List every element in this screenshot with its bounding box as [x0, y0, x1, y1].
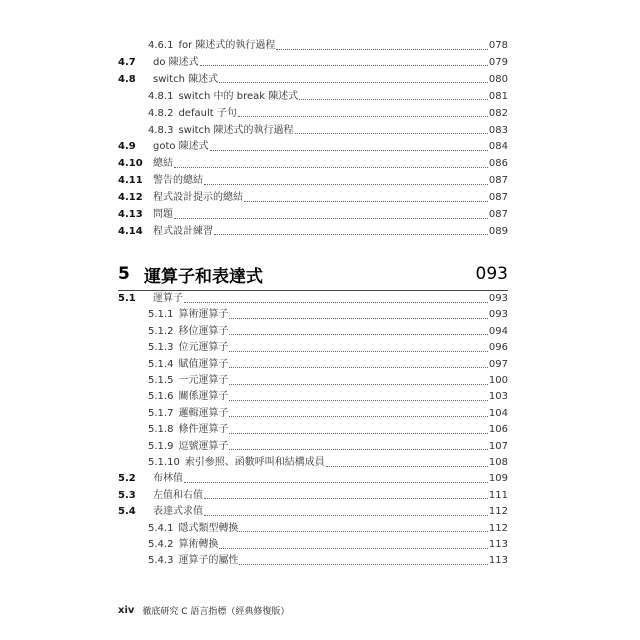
toc-entry-title-wrap — [118, 89, 298, 105]
toc-entry-title: 邏輯運算子 — [178, 407, 229, 419]
toc-entry-title: 隱式類型轉換 — [178, 522, 239, 534]
toc-entry-number: 5.1 — [118, 293, 136, 304]
toc-entry-title: 移位運算子 — [178, 325, 229, 337]
toc-entry-title-wrap — [148, 504, 203, 520]
chapter-title: 運算子和表達式 — [144, 266, 263, 287]
toc-entry-page: 106 — [488, 424, 508, 436]
toc-entry-page: 086 — [488, 158, 508, 170]
toc-entry-number: 4.12 — [118, 192, 143, 204]
toc-entry-title: 位元運算子 — [178, 342, 229, 354]
toc-entry[interactable] — [118, 406, 508, 422]
toc-entry-title-wrap — [148, 488, 203, 504]
toc-entry-title: for 陳述式的執行過程 — [178, 40, 276, 51]
toc-entry[interactable] — [118, 72, 508, 88]
toc-entry-title: 運算子 — [153, 293, 183, 304]
toc-entry-title: 算術運算子 — [178, 309, 229, 321]
toc-entry-number: 5.2 — [118, 473, 136, 485]
toc-entry-subnumber: 5.1.6 — [148, 391, 174, 403]
toc-entry-page: 093 — [488, 309, 508, 321]
dot-leader — [174, 167, 488, 168]
toc-entry-subnumber: 4.8.1 — [148, 90, 174, 102]
toc-entry[interactable] — [118, 224, 508, 240]
toc-entry-title-wrap — [118, 521, 238, 537]
toc-entry[interactable] — [118, 439, 508, 455]
toc-entry-title-wrap — [118, 455, 325, 471]
toc-entry-title-wrap — [148, 55, 199, 71]
toc-entry-title: 算術轉換 — [178, 539, 219, 550]
toc-entry-page: 104 — [488, 407, 508, 419]
toc-entry-page: 097 — [488, 358, 508, 370]
toc-entry[interactable] — [118, 307, 508, 323]
toc-entry[interactable] — [118, 521, 508, 537]
toc-entry-page: 093 — [488, 293, 508, 304]
dot-leader — [214, 234, 488, 235]
toc-entry[interactable] — [118, 38, 508, 54]
chapter-heading — [118, 262, 508, 286]
toc-entry-page: 111 — [488, 489, 508, 501]
toc-entry-page: 083 — [488, 124, 508, 136]
toc-entry-title-wrap — [148, 207, 173, 223]
toc-entry-subnumber: 5.1.5 — [148, 375, 174, 386]
toc-entry-page: 080 — [488, 73, 508, 85]
toc-entry-subnumber: 5.1.8 — [148, 424, 174, 436]
toc-entry-title: goto 陳述式 — [153, 141, 209, 153]
toc-entry-title: do 陳述式 — [153, 56, 199, 68]
toc-entry-title: switch 陳述式的執行過程 — [178, 124, 294, 136]
toc-entry-subnumber: 5.1.2 — [148, 325, 174, 337]
toc-entry-number: 4.13 — [118, 209, 143, 220]
toc-entry-page: 109 — [488, 473, 508, 485]
toc-entry-title-wrap — [148, 190, 243, 206]
dot-leader — [229, 318, 487, 319]
toc-entry-title-wrap — [118, 123, 294, 139]
toc-entry-page: 112 — [488, 522, 508, 534]
toc-entry-title: 索引參照、函數呼叫和結構成員 — [184, 457, 325, 468]
chapter-page: 093 — [475, 264, 508, 284]
toc-entry-title-wrap — [118, 439, 228, 455]
toc-entry-title-wrap — [148, 156, 173, 172]
toc-entry-page: 107 — [488, 440, 508, 452]
toc-entry[interactable] — [118, 537, 508, 553]
toc-entry-subnumber: 5.1.4 — [148, 358, 174, 370]
toc-entry-title: 賦值運算子 — [178, 358, 229, 370]
toc-entry[interactable] — [118, 55, 508, 71]
toc-entry-subnumber: 5.4.3 — [148, 555, 174, 567]
dot-leader — [204, 184, 488, 185]
dot-leader — [299, 99, 488, 100]
toc-entry-subnumber: 4.6.1 — [148, 40, 174, 51]
toc-entry-page: 112 — [488, 506, 508, 518]
toc-entry[interactable] — [118, 123, 508, 139]
toc-entry-title-wrap — [148, 224, 213, 240]
dot-leader — [229, 384, 487, 385]
toc-entry-subnumber: 5.4.1 — [148, 522, 174, 534]
toc-entry-page: 103 — [488, 391, 508, 403]
toc-entry-number: 4.9 — [118, 141, 136, 153]
toc-entry-title: 關係運算子 — [178, 391, 229, 403]
toc-entry-subnumber: 5.1.3 — [148, 342, 174, 354]
toc-entry-title-wrap — [118, 373, 228, 389]
toc-entry[interactable] — [118, 207, 508, 223]
dot-leader — [229, 367, 487, 368]
toc-entry[interactable] — [118, 173, 508, 189]
toc-entry-title-wrap — [148, 173, 203, 189]
dot-leader — [229, 433, 487, 434]
dot-leader — [239, 531, 487, 532]
dot-leader — [219, 82, 488, 83]
toc-entry-title-wrap — [118, 106, 237, 122]
toc-entry-subnumber: 4.8.2 — [148, 107, 174, 119]
page-footer — [118, 604, 289, 617]
toc-entry-title: switch 中的 break 陳述式 — [178, 90, 299, 102]
toc-entry-page: 100 — [488, 375, 508, 386]
dot-leader — [174, 218, 488, 219]
dot-leader — [229, 400, 487, 401]
toc-entry-title: 運算子的屬性 — [178, 555, 239, 567]
dot-leader — [229, 416, 487, 417]
toc-entry-number: 4.10 — [118, 158, 143, 170]
toc-entry-title-wrap — [118, 537, 218, 553]
toc-entry-title: 問題 — [153, 209, 173, 220]
toc-entry-page: 087 — [488, 209, 508, 220]
chapter-number: 5 — [118, 264, 130, 284]
toc-entry-page: 113 — [488, 555, 508, 567]
dot-leader — [229, 351, 487, 352]
toc-entry-title: 布林值 — [153, 473, 183, 485]
toc-entry[interactable] — [118, 291, 508, 307]
dot-leader — [184, 302, 488, 303]
toc-entry-title-wrap — [148, 139, 209, 155]
toc-entry-subnumber: 5.1.7 — [148, 407, 174, 419]
toc-entry-page: 078 — [488, 40, 508, 51]
toc-entry-number: 4.14 — [118, 225, 143, 237]
book-title: 徹底研究 C 語言指標（經典修復版） — [142, 607, 290, 617]
toc-entry-title-wrap — [118, 324, 228, 340]
toc-entry-title-wrap — [148, 291, 183, 307]
toc-entry-page: 113 — [488, 539, 508, 550]
toc-entry[interactable] — [118, 455, 508, 471]
dot-leader — [210, 150, 488, 151]
toc-entry-page: 081 — [488, 90, 508, 102]
toc-entry-title: 程式設計提示的總結 — [153, 192, 243, 204]
toc-entry-title-wrap — [118, 422, 228, 438]
toc-entry[interactable] — [118, 553, 508, 569]
toc-entry-title-wrap — [118, 406, 228, 422]
toc-entry-page: 087 — [488, 175, 508, 187]
toc-entry-title-wrap — [118, 38, 275, 54]
toc-entry[interactable] — [118, 340, 508, 356]
toc-entry-page: 096 — [488, 342, 508, 354]
toc-entry[interactable] — [118, 504, 508, 520]
toc-entry-number: 4.11 — [118, 175, 143, 187]
toc-entry[interactable] — [118, 373, 508, 389]
toc-entry[interactable] — [118, 190, 508, 206]
toc-entry-title-wrap — [118, 307, 228, 323]
toc-entry[interactable] — [118, 471, 508, 487]
page-folio: xiv — [118, 605, 135, 616]
toc-entry[interactable] — [118, 106, 508, 122]
toc-entry-title: 條件運算子 — [178, 424, 229, 436]
toc-entry-page: 082 — [488, 107, 508, 119]
toc-entry-title-wrap — [118, 553, 238, 569]
toc-entry-page: 087 — [488, 192, 508, 204]
toc-entry-title: default 子句 — [178, 107, 237, 119]
toc-entry-subnumber: 5.1.10 — [148, 457, 180, 468]
toc-entry[interactable] — [118, 422, 508, 438]
dot-leader — [326, 466, 488, 467]
toc-entry[interactable] — [118, 488, 508, 504]
toc-entry-number: 5.4 — [118, 506, 136, 518]
dot-leader — [276, 49, 488, 50]
toc-entry-title: switch 陳述式 — [153, 73, 219, 85]
toc-entry[interactable] — [118, 156, 508, 172]
dot-leader — [229, 334, 487, 335]
dot-leader — [204, 515, 488, 516]
toc-entry-title-wrap — [118, 389, 228, 405]
toc-entry[interactable] — [118, 89, 508, 105]
dot-leader — [244, 201, 488, 202]
toc-entry-number: 4.8 — [118, 73, 136, 85]
toc-entry[interactable] — [118, 389, 508, 405]
toc-entry-page: 079 — [488, 56, 508, 68]
toc-entry-title: 警告的總結 — [153, 175, 203, 187]
toc-entry-number: 5.3 — [118, 489, 136, 501]
toc-entry-title: 程式設計練習 — [153, 225, 213, 237]
toc-entry[interactable] — [118, 357, 508, 373]
toc-entry-title: 逗號運算子 — [178, 440, 229, 452]
toc-entry-number: 4.7 — [118, 56, 136, 68]
toc-entry-title-wrap — [148, 471, 183, 487]
toc-entry-title-wrap — [118, 340, 228, 356]
toc-entry-title-wrap — [148, 72, 218, 88]
toc-entry-page: 084 — [488, 141, 508, 153]
toc-entry-title: 左值和右值 — [153, 489, 203, 501]
dot-leader — [229, 449, 487, 450]
toc-entry-title: 表達式求值 — [153, 506, 203, 518]
toc-entry-title: 總結 — [153, 158, 173, 170]
dot-leader — [239, 564, 487, 565]
dot-leader — [204, 498, 488, 499]
toc-entry-title: 一元運算子 — [178, 375, 229, 386]
toc-entry-page: 094 — [488, 325, 508, 337]
toc-entry-page: 089 — [488, 225, 508, 237]
dot-leader — [219, 548, 487, 549]
toc-entry-page: 108 — [488, 457, 508, 468]
toc-entry[interactable] — [118, 139, 508, 155]
dot-leader — [238, 116, 488, 117]
toc-entry-subnumber: 5.1.1 — [148, 309, 174, 321]
dot-leader — [184, 482, 488, 483]
toc-entry-title-wrap — [118, 357, 228, 373]
dot-leader — [200, 65, 488, 66]
toc-entry-subnumber: 5.4.2 — [148, 539, 174, 550]
toc-entry[interactable] — [118, 324, 508, 340]
dot-leader — [295, 133, 488, 134]
toc-entry-subnumber: 4.8.3 — [148, 124, 174, 136]
toc-entry-subnumber: 5.1.9 — [148, 440, 174, 452]
